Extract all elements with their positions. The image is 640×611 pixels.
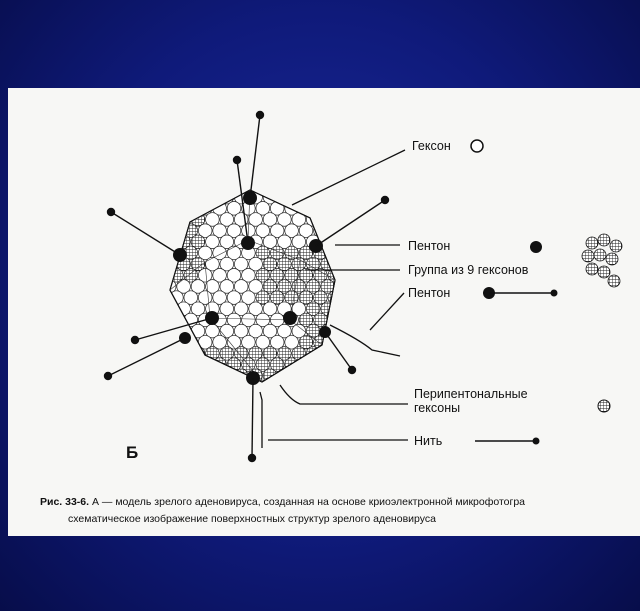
hexon-sphere bbox=[206, 481, 220, 495]
hexon-sphere bbox=[227, 425, 241, 439]
hexon-sphere bbox=[314, 202, 328, 216]
hexon-sphere bbox=[227, 402, 241, 416]
hexon-sphere bbox=[342, 313, 356, 327]
hexon-sphere bbox=[206, 414, 220, 428]
hexon-sphere bbox=[321, 414, 335, 428]
hexon-sphere bbox=[198, 380, 212, 394]
hexon-sphere bbox=[234, 436, 248, 450]
hexon-sphere bbox=[328, 425, 342, 439]
hexon-sphere bbox=[191, 414, 205, 428]
hexon-sphere bbox=[314, 469, 328, 483]
hexon-sphere bbox=[170, 358, 184, 372]
hexon-sphere bbox=[328, 246, 342, 260]
hexon-sphere bbox=[155, 268, 169, 282]
hexon-sphere bbox=[270, 469, 284, 483]
hexon-sphere bbox=[162, 369, 176, 383]
label-hexon: Гексон bbox=[412, 139, 451, 153]
hexon-sphere bbox=[155, 224, 169, 238]
hexon-sphere bbox=[170, 380, 184, 394]
hexon-sphere bbox=[292, 436, 306, 450]
hexon-sphere bbox=[198, 447, 212, 461]
hexon-sphere bbox=[220, 369, 234, 383]
hexon-sphere bbox=[206, 458, 220, 472]
hexon-sphere bbox=[278, 436, 292, 450]
hexon-sphere bbox=[249, 481, 263, 495]
hexon-sphere bbox=[213, 447, 227, 461]
hexon-symbol bbox=[471, 140, 483, 152]
hexon-sphere bbox=[278, 391, 292, 405]
hexon-sphere bbox=[155, 402, 169, 416]
hexon-sphere bbox=[198, 469, 212, 483]
label-penton: Пентон bbox=[408, 239, 451, 253]
hexon-sphere bbox=[177, 481, 191, 495]
hexon-sphere bbox=[306, 414, 320, 428]
hexon-sphere bbox=[306, 391, 320, 405]
hexon-sphere bbox=[249, 414, 263, 428]
hexon-sphere bbox=[155, 469, 169, 483]
hexon-sphere bbox=[350, 391, 364, 405]
hexon-sphere bbox=[256, 447, 270, 461]
hexon-sphere bbox=[155, 202, 169, 216]
hexon-sphere bbox=[306, 458, 320, 472]
hexon-sphere bbox=[328, 358, 342, 372]
hexon-sphere bbox=[162, 190, 176, 204]
hexon-sphere bbox=[162, 481, 176, 495]
hexon-sphere bbox=[256, 402, 270, 416]
hexon-sphere bbox=[162, 436, 176, 450]
hexon-sphere bbox=[155, 380, 169, 394]
label-penton-fiber: Пентон bbox=[408, 286, 451, 300]
hexon-sphere bbox=[335, 391, 349, 405]
hexon-sphere bbox=[198, 179, 212, 193]
hexon-sphere bbox=[162, 257, 176, 271]
hexon-sphere bbox=[155, 358, 169, 372]
hexon-sphere bbox=[177, 347, 191, 361]
hexon-sphere bbox=[177, 436, 191, 450]
hexon-sphere bbox=[249, 436, 263, 450]
hexon-sphere bbox=[184, 425, 198, 439]
hexon-sphere bbox=[299, 380, 313, 394]
hexon-sphere bbox=[342, 224, 356, 238]
hexon-sphere bbox=[191, 391, 205, 405]
panel-letter: Б bbox=[126, 443, 139, 462]
hexon-sphere bbox=[206, 190, 220, 204]
hexon-sphere bbox=[170, 179, 184, 193]
hexon-sphere bbox=[314, 358, 328, 372]
hexon-sphere bbox=[177, 190, 191, 204]
hexon-sphere bbox=[328, 380, 342, 394]
hexon-sphere bbox=[342, 179, 356, 193]
hexon-sphere bbox=[177, 213, 191, 227]
hexon-sphere bbox=[191, 436, 205, 450]
hexon-sphere bbox=[299, 358, 313, 372]
hexon-sphere bbox=[342, 246, 356, 260]
hexon-sphere bbox=[263, 391, 277, 405]
hexon-sphere bbox=[299, 202, 313, 216]
capsid bbox=[155, 179, 363, 516]
hexon-sphere bbox=[270, 447, 284, 461]
hexon-sphere bbox=[350, 235, 364, 249]
hexon-sphere bbox=[234, 391, 248, 405]
hexon-sphere bbox=[350, 414, 364, 428]
label-peripentonal-2: гексоны bbox=[414, 401, 461, 415]
hexon-sphere bbox=[321, 458, 335, 472]
hexon-sphere bbox=[278, 481, 292, 495]
hexon-sphere bbox=[213, 402, 227, 416]
hexon-sphere bbox=[350, 436, 364, 450]
hexon-sphere bbox=[342, 202, 356, 216]
hexon-sphere bbox=[299, 179, 313, 193]
hexon-sphere bbox=[270, 179, 284, 193]
hexon-sphere bbox=[285, 469, 299, 483]
hexon-sphere bbox=[350, 280, 364, 294]
hexon-sphere bbox=[242, 425, 256, 439]
hexon-sphere bbox=[292, 414, 306, 428]
hexon-sphere bbox=[350, 458, 364, 472]
hexon-sphere bbox=[256, 179, 270, 193]
hexon-sphere bbox=[184, 380, 198, 394]
hexon-sphere bbox=[285, 380, 299, 394]
hexon-sphere bbox=[155, 179, 169, 193]
caption-line-1: А — модель зрелого аденовируса, созданная на основе криоэлектронной микрофотогра bbox=[89, 496, 526, 508]
hexon-sphere bbox=[299, 447, 313, 461]
hexon-sphere bbox=[191, 369, 205, 383]
hexon-sphere bbox=[350, 347, 364, 361]
hexon-sphere bbox=[328, 447, 342, 461]
hexon-sphere bbox=[306, 481, 320, 495]
hexon-sphere bbox=[285, 402, 299, 416]
hexon-sphere bbox=[220, 436, 234, 450]
hexon-sphere bbox=[335, 369, 349, 383]
label-peripentonal-1: Перипентональные bbox=[414, 387, 528, 401]
hexon-sphere bbox=[184, 447, 198, 461]
hexon-sphere bbox=[213, 179, 227, 193]
hexon-sphere bbox=[350, 257, 364, 271]
hexon-sphere bbox=[342, 469, 356, 483]
hexon-sphere bbox=[191, 190, 205, 204]
hexon-sphere bbox=[234, 414, 248, 428]
hexon-sphere bbox=[314, 380, 328, 394]
hexon-sphere bbox=[270, 402, 284, 416]
hexon-sphere bbox=[184, 202, 198, 216]
hexon-sphere bbox=[328, 313, 342, 327]
penton-symbol bbox=[530, 241, 542, 253]
hexon-sphere bbox=[306, 436, 320, 450]
hexon-sphere bbox=[335, 235, 349, 249]
hexon-sphere bbox=[328, 202, 342, 216]
hexon-sphere bbox=[227, 447, 241, 461]
hexon-sphere bbox=[285, 358, 299, 372]
hexon-sphere bbox=[234, 481, 248, 495]
hexon-sphere bbox=[198, 358, 212, 372]
hexon-sphere bbox=[321, 391, 335, 405]
hexon-sphere bbox=[234, 458, 248, 472]
hexon-sphere bbox=[321, 213, 335, 227]
hexon-sphere bbox=[263, 458, 277, 472]
hexon-sphere bbox=[270, 425, 284, 439]
label-fiber: Нить bbox=[414, 434, 443, 448]
hexon-sphere bbox=[299, 469, 313, 483]
hexon-sphere bbox=[170, 224, 184, 238]
caption-line-2: схематическое изображение поверхностных структур зрелого аденовируса bbox=[68, 513, 436, 525]
hexon-sphere bbox=[220, 458, 234, 472]
hexon-sphere bbox=[213, 469, 227, 483]
hexon-sphere bbox=[285, 425, 299, 439]
hexon-sphere bbox=[278, 458, 292, 472]
label-group9: Группа из 9 гексонов bbox=[408, 263, 529, 277]
hexon-sphere bbox=[184, 402, 198, 416]
hexon-sphere bbox=[162, 213, 176, 227]
hexon-sphere bbox=[155, 291, 169, 305]
hexon-sphere bbox=[198, 425, 212, 439]
hexon-sphere bbox=[321, 190, 335, 204]
hexon-sphere bbox=[314, 425, 328, 439]
hexon-sphere bbox=[213, 425, 227, 439]
hexon-sphere bbox=[177, 391, 191, 405]
hexon-sphere bbox=[162, 458, 176, 472]
hexon-sphere bbox=[299, 425, 313, 439]
hexon-sphere bbox=[177, 369, 191, 383]
hexon-sphere bbox=[206, 369, 220, 383]
hexon-sphere bbox=[155, 425, 169, 439]
hexon-sphere bbox=[155, 447, 169, 461]
hexon-sphere bbox=[335, 190, 349, 204]
hexon-sphere bbox=[263, 414, 277, 428]
hexon-sphere bbox=[342, 291, 356, 305]
hexon-sphere bbox=[256, 469, 270, 483]
peripentonal-symbol bbox=[598, 400, 610, 412]
hexon-sphere bbox=[292, 481, 306, 495]
hexon-sphere bbox=[170, 402, 184, 416]
hexon-sphere bbox=[227, 469, 241, 483]
hexon-sphere bbox=[292, 458, 306, 472]
hexon-sphere bbox=[184, 179, 198, 193]
hexon-sphere bbox=[170, 425, 184, 439]
hexon-sphere bbox=[256, 425, 270, 439]
hexon-sphere bbox=[184, 358, 198, 372]
hexon-sphere bbox=[278, 414, 292, 428]
hexon-sphere bbox=[328, 469, 342, 483]
hexon-sphere bbox=[285, 447, 299, 461]
hexon-sphere bbox=[350, 302, 364, 316]
hexon-sphere bbox=[213, 380, 227, 394]
hexon-sphere bbox=[227, 380, 241, 394]
hexon-sphere bbox=[335, 213, 349, 227]
hexon-sphere bbox=[321, 436, 335, 450]
hexon-sphere bbox=[285, 179, 299, 193]
hexon-sphere bbox=[191, 347, 205, 361]
hexon-sphere bbox=[155, 246, 169, 260]
hexon-sphere bbox=[220, 414, 234, 428]
hexon-sphere bbox=[314, 447, 328, 461]
hexon-sphere bbox=[155, 313, 169, 327]
hexon-sphere bbox=[170, 202, 184, 216]
hexon-sphere bbox=[263, 436, 277, 450]
figure-ref: Рис. 33-6. bbox=[40, 496, 90, 508]
hexon-sphere bbox=[184, 469, 198, 483]
hexon-sphere bbox=[177, 458, 191, 472]
hexon-sphere bbox=[234, 369, 248, 383]
hexon-sphere bbox=[335, 257, 349, 271]
hexon-sphere bbox=[170, 447, 184, 461]
hexon-sphere bbox=[191, 481, 205, 495]
hexon-sphere bbox=[162, 391, 176, 405]
hexon-sphere bbox=[335, 414, 349, 428]
group9-symbol bbox=[582, 234, 622, 287]
hexon-sphere bbox=[335, 436, 349, 450]
hexon-sphere bbox=[342, 425, 356, 439]
hexon-sphere bbox=[220, 481, 234, 495]
hexon-sphere bbox=[278, 190, 292, 204]
hexon-sphere bbox=[306, 369, 320, 383]
hexon-sphere bbox=[321, 369, 335, 383]
hexon-sphere bbox=[335, 280, 349, 294]
hexon-sphere bbox=[162, 414, 176, 428]
hexon-sphere bbox=[350, 481, 364, 495]
hexon-sphere bbox=[335, 302, 349, 316]
hexon-sphere bbox=[191, 458, 205, 472]
hexon-sphere bbox=[350, 190, 364, 204]
hexon-sphere bbox=[206, 436, 220, 450]
hexon-sphere bbox=[170, 469, 184, 483]
hexon-sphere bbox=[170, 313, 184, 327]
hexon-sphere bbox=[206, 391, 220, 405]
hexon-sphere bbox=[242, 469, 256, 483]
hexon-sphere bbox=[321, 347, 335, 361]
hexon-sphere bbox=[321, 481, 335, 495]
hexon-sphere bbox=[162, 302, 176, 316]
hexon-sphere bbox=[342, 380, 356, 394]
hexon-sphere bbox=[292, 369, 306, 383]
hexon-sphere bbox=[335, 458, 349, 472]
hexon-sphere bbox=[335, 481, 349, 495]
hexon-sphere bbox=[162, 235, 176, 249]
hexon-sphere bbox=[220, 391, 234, 405]
hexon-sphere bbox=[198, 402, 212, 416]
hexon-sphere bbox=[263, 481, 277, 495]
hexon-sphere bbox=[342, 447, 356, 461]
figure-caption bbox=[40, 494, 640, 528]
hexon-sphere bbox=[177, 414, 191, 428]
hexon-sphere bbox=[227, 179, 241, 193]
